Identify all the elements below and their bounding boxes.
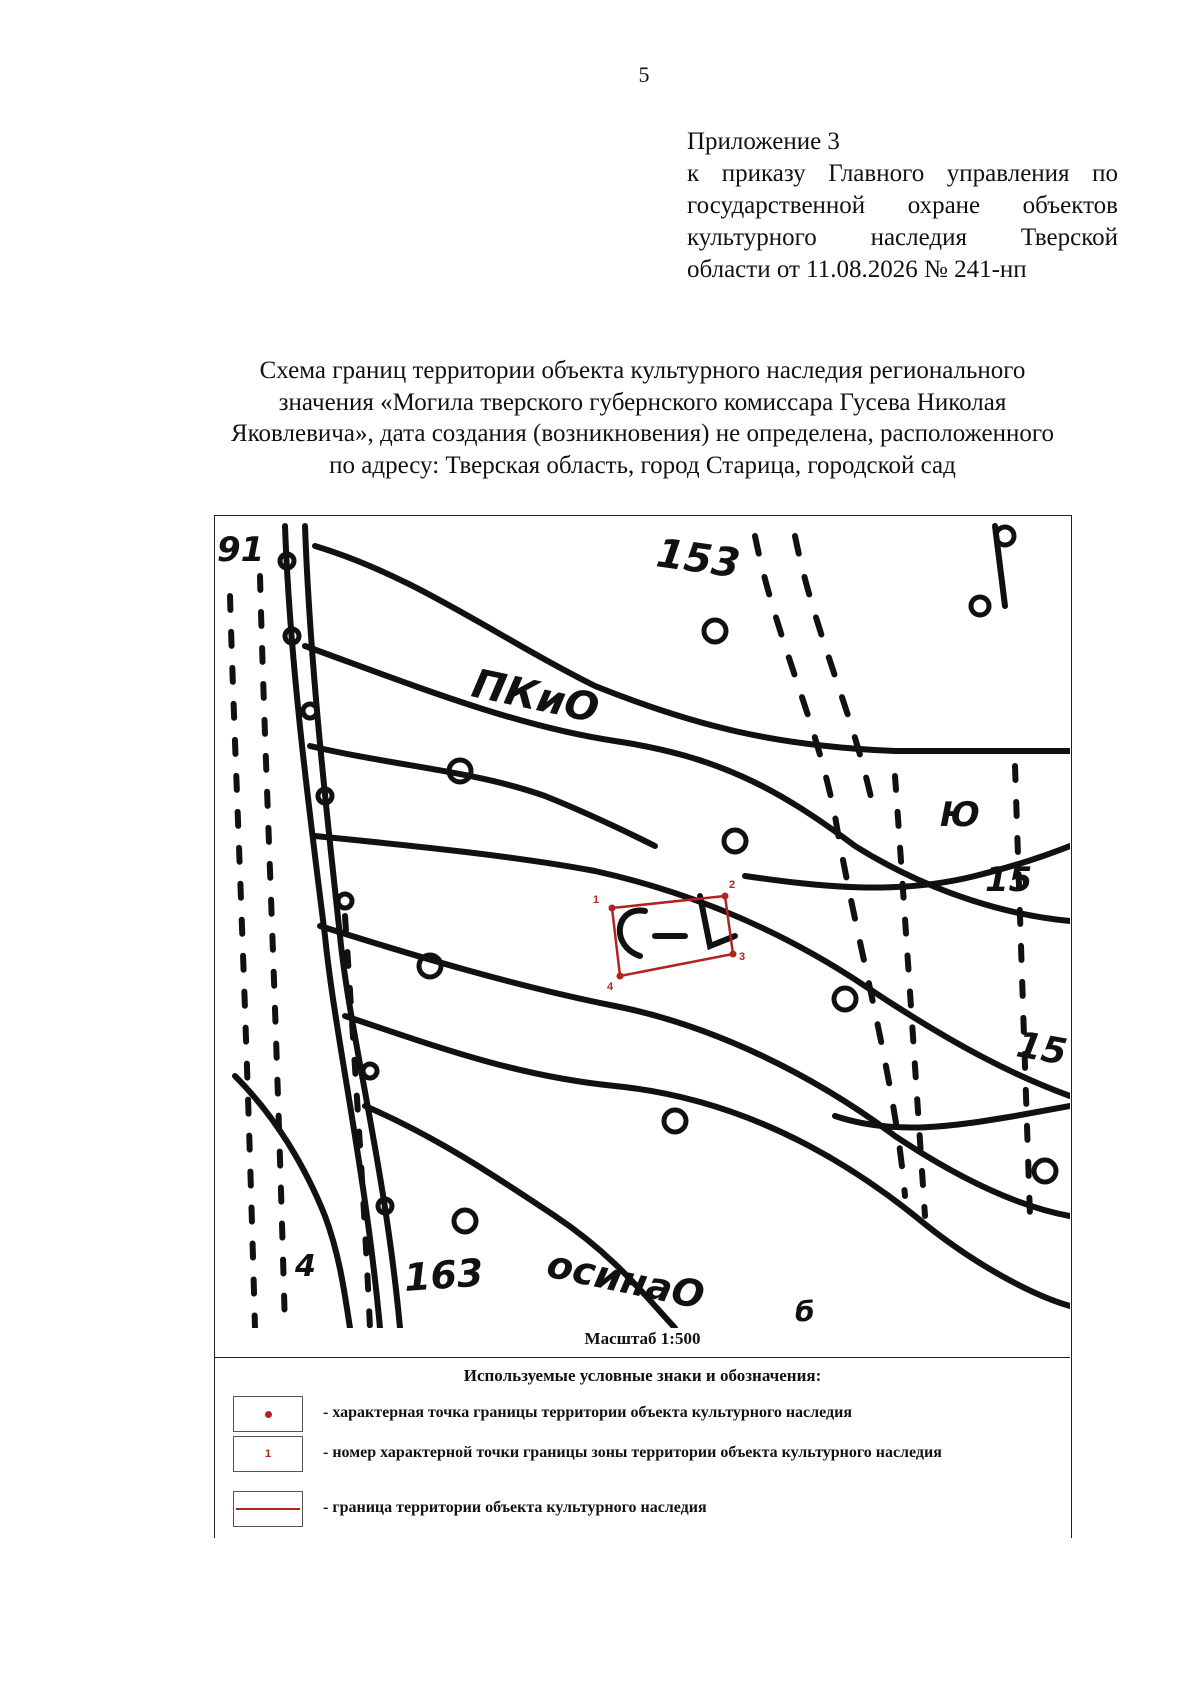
dashed-line bbox=[230, 596, 255, 1328]
legend-swatch bbox=[233, 1491, 303, 1527]
appendix-line: государственной охране объектов bbox=[687, 192, 1118, 219]
tree-symbol bbox=[704, 620, 726, 642]
dashed-line bbox=[260, 576, 285, 1328]
red-dot-icon bbox=[265, 1411, 272, 1418]
dashed-line bbox=[345, 916, 370, 1328]
boundary-point-number: 1 bbox=[593, 894, 600, 906]
tree-symbol bbox=[454, 1210, 476, 1232]
scheme-frame bbox=[214, 515, 1072, 1538]
map-label: 91 bbox=[217, 530, 265, 570]
legend-swatch bbox=[233, 1396, 303, 1432]
legend-title: Используемые условные знаки и обозначения: bbox=[463, 1366, 822, 1385]
map-label: ПКиО bbox=[467, 660, 603, 733]
tree-symbol bbox=[303, 704, 317, 718]
map-label: 163 bbox=[402, 1250, 485, 1300]
grave-symbol bbox=[620, 911, 645, 956]
contour-line bbox=[315, 836, 1070, 1096]
appendix-block bbox=[687, 126, 1118, 286]
boundary-point-number: 3 bbox=[739, 951, 746, 963]
divider bbox=[215, 1357, 1070, 1358]
contour-line bbox=[320, 926, 1070, 1216]
legend-text: - граница территории объекта культурного наследия bbox=[323, 1499, 707, 1516]
document-title bbox=[170, 355, 1115, 481]
tree-symbol bbox=[834, 988, 856, 1010]
boundary-point-number: 4 bbox=[607, 981, 614, 993]
map-label: б bbox=[795, 1295, 815, 1328]
boundary-point-number: 2 bbox=[729, 879, 736, 891]
legend-text: - номер характерной точки границы зоны территории объекта культурного наследия bbox=[323, 1444, 942, 1461]
point-number-icon: 1 bbox=[264, 1448, 272, 1460]
boundary-point bbox=[609, 905, 616, 912]
map-label: 153 bbox=[653, 530, 743, 588]
tree-symbol bbox=[1034, 1160, 1056, 1182]
appendix-line: Приложение 3 bbox=[687, 128, 840, 155]
tree-symbol bbox=[664, 1110, 686, 1132]
boundary-point bbox=[617, 973, 624, 980]
tree-symbol bbox=[338, 894, 352, 908]
cadastral-map bbox=[215, 516, 1070, 1328]
legend-swatch bbox=[233, 1436, 303, 1472]
map-label: Ю bbox=[940, 795, 980, 835]
map-label: осинаО bbox=[543, 1241, 709, 1318]
scale-label: Масштаб 1:500 bbox=[584, 1329, 701, 1348]
contour-line bbox=[310, 746, 655, 846]
tree-symbol bbox=[971, 597, 989, 615]
appendix-line: к приказу Главного управления по bbox=[687, 160, 1118, 187]
title-line: по адресу: Тверская область, город Старица, городской сад bbox=[329, 451, 956, 479]
appendix-line: области от 11.08.2026 № 241-нп bbox=[687, 256, 1027, 283]
legend-text: - характерная точка границы территории объекта культурного наследия bbox=[323, 1404, 852, 1421]
map-label: 4 bbox=[295, 1249, 316, 1284]
dashed-line bbox=[1015, 766, 1030, 1216]
boundary-point bbox=[722, 893, 729, 900]
page-number: 5 bbox=[638, 62, 650, 87]
boundary-point bbox=[730, 951, 737, 958]
tree-symbol bbox=[363, 1064, 377, 1078]
dashed-line bbox=[795, 536, 875, 816]
tree-symbol bbox=[724, 830, 746, 852]
title-line: Схема границ территории объекта культурного наследия регионального bbox=[259, 357, 1026, 384]
appendix-line: культурного наследия Тверской bbox=[687, 224, 1118, 251]
map-label: 15 bbox=[1013, 1024, 1070, 1074]
title-line: Яковлевича», дата создания (возникновения) не определена, расположенного bbox=[231, 420, 1054, 447]
map-label: 15 bbox=[985, 860, 1033, 900]
map-area bbox=[215, 516, 1070, 1328]
title-line: значения «Могила тверского губернского комиссара Гусева Николая bbox=[278, 388, 1007, 416]
red-line-icon bbox=[236, 1508, 300, 1510]
dashed-line bbox=[755, 536, 905, 1196]
